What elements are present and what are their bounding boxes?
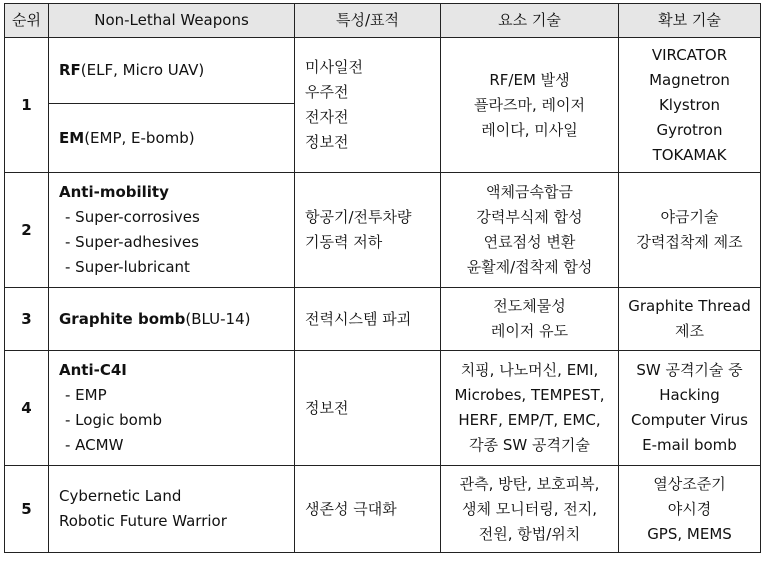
- features-cell: [295, 38, 441, 173]
- element-line: 강력부식제 합성: [476, 208, 583, 226]
- tech-line: 야시경: [667, 499, 712, 518]
- tech-line: Graphite Thread: [628, 297, 751, 315]
- row-number: 2: [5, 173, 49, 288]
- element-line: 전원, 항법/위치: [478, 524, 581, 543]
- tech-cell: [619, 173, 761, 288]
- weapon-name-rest: (EMP, E-bomb): [84, 128, 195, 147]
- weapon-name-cell: [49, 466, 295, 553]
- header-elements: 요소 기술: [441, 4, 619, 38]
- elements-cell: [441, 351, 619, 466]
- tech-line: Magnetron: [649, 70, 730, 89]
- feature-line: 전자전: [305, 108, 349, 126]
- feature-line: 생존성 극대화: [305, 499, 397, 518]
- features-cell: [295, 466, 441, 553]
- weapon-sub-item: - Super-lubricant: [65, 258, 190, 276]
- element-line: HERF, EMP/T, EMC,: [458, 411, 601, 429]
- weapon-name-em: [49, 104, 295, 173]
- weapon-sub-item: - ACMW: [65, 436, 124, 454]
- weapon-sub-item: - Super-adhesives: [65, 233, 199, 251]
- element-line: 치핑, 나노머신, EMI,: [460, 361, 599, 379]
- elements-cell: [441, 173, 619, 288]
- table-row: [5, 466, 761, 553]
- tech-line: GPS, MEMS: [647, 524, 732, 543]
- tech-line: 열상조준기: [653, 474, 726, 493]
- feature-line: 정보전: [305, 398, 349, 417]
- tech-line: 제조: [675, 322, 704, 340]
- weapon-name-cell: [49, 351, 295, 466]
- element-line: 전도체물성: [493, 297, 566, 315]
- table-row: [5, 173, 761, 288]
- tech-cell: [619, 351, 761, 466]
- tech-line: Computer Virus: [631, 411, 748, 429]
- tech-line: SW 공격기술 중: [636, 361, 743, 379]
- feature-line: 미사일전: [305, 58, 363, 76]
- weapon-sub-item: - EMP: [65, 386, 107, 404]
- row-number: 1: [5, 38, 49, 173]
- weapon-sub-item: - Super-corrosives: [65, 208, 200, 226]
- element-line: 윤활제/접착제 합성: [466, 258, 593, 276]
- table-row: [5, 38, 761, 104]
- weapon-sub-item: - Logic bomb: [65, 411, 162, 429]
- row-number: 3: [5, 288, 49, 351]
- weapon-name-bold: RF: [59, 61, 81, 80]
- header-secure: 확보 기술: [619, 4, 761, 38]
- tech-line: Klystron: [658, 95, 721, 114]
- feature-line: 항공기/전투차량: [305, 208, 412, 226]
- feature-line: 전력시스템 파괴: [305, 309, 412, 328]
- weapon-name-bold: Graphite bomb: [59, 309, 186, 328]
- tech-cell: [619, 288, 761, 351]
- row-number: 4: [5, 351, 49, 466]
- element-line: Microbes, TEMPEST,: [454, 386, 605, 404]
- elements-cell: [441, 288, 619, 351]
- element-line: 생체 모니터링, 전지,: [462, 499, 597, 518]
- element-line: 연료점성 변환: [483, 233, 576, 251]
- weapon-name-line: Robotic Future Warrior: [59, 512, 227, 530]
- elements-cell: [441, 466, 619, 553]
- weapon-name-line: Cybernetic Land: [59, 487, 182, 505]
- header-rank: 순위: [5, 4, 49, 38]
- table-row: [5, 288, 761, 351]
- tech-line: 야금기술: [660, 208, 719, 226]
- tech-line: VIRCATOR: [651, 45, 728, 64]
- header-weapons: Non-Lethal Weapons: [49, 4, 295, 38]
- weapon-name-cell: [49, 173, 295, 288]
- table-row: [5, 351, 761, 466]
- feature-line: 우주전: [305, 83, 349, 101]
- tech-line: Hacking: [659, 386, 720, 404]
- weapon-name-bold: EM: [59, 128, 85, 147]
- element-line: 액체금속합금: [486, 183, 573, 201]
- tech-line: Gyrotron: [656, 120, 723, 139]
- element-line: 레이저 유도: [490, 322, 569, 340]
- feature-line: 기동력 저하: [305, 233, 383, 251]
- tech-line: E-mail bomb: [642, 436, 737, 454]
- features-cell: [295, 173, 441, 288]
- element-line: 레이다, 미사일: [481, 120, 578, 139]
- weapon-name-bold: Anti-C4I: [59, 361, 127, 379]
- elements-cell: [441, 38, 619, 173]
- element-line: 플라즈마, 레이저: [474, 95, 585, 114]
- tech-line: 강력접착제 제조: [636, 233, 743, 251]
- weapons-table: [4, 3, 761, 553]
- feature-line: 정보전: [305, 133, 349, 151]
- tech-cell: [619, 38, 761, 173]
- features-cell: [295, 351, 441, 466]
- element-line: 각종 SW 공격기술: [469, 436, 590, 454]
- weapon-name-rf: [49, 38, 295, 104]
- weapon-name-cell: [49, 288, 295, 351]
- row-number: 5: [5, 466, 49, 553]
- weapon-name-rest: (BLU-14): [185, 309, 251, 328]
- element-line: 관측, 방탄, 보호피복,: [459, 474, 600, 493]
- header-row: [5, 4, 761, 38]
- tech-line: TOKAMAK: [652, 145, 727, 164]
- element-line: RF/EM 발생: [489, 70, 570, 89]
- tech-cell: [619, 466, 761, 553]
- weapon-name-bold: Anti-mobility: [59, 183, 169, 201]
- header-features: 특성/표적: [295, 4, 441, 38]
- weapon-name-rest: (ELF, Micro UAV): [80, 61, 205, 80]
- features-cell: [295, 288, 441, 351]
